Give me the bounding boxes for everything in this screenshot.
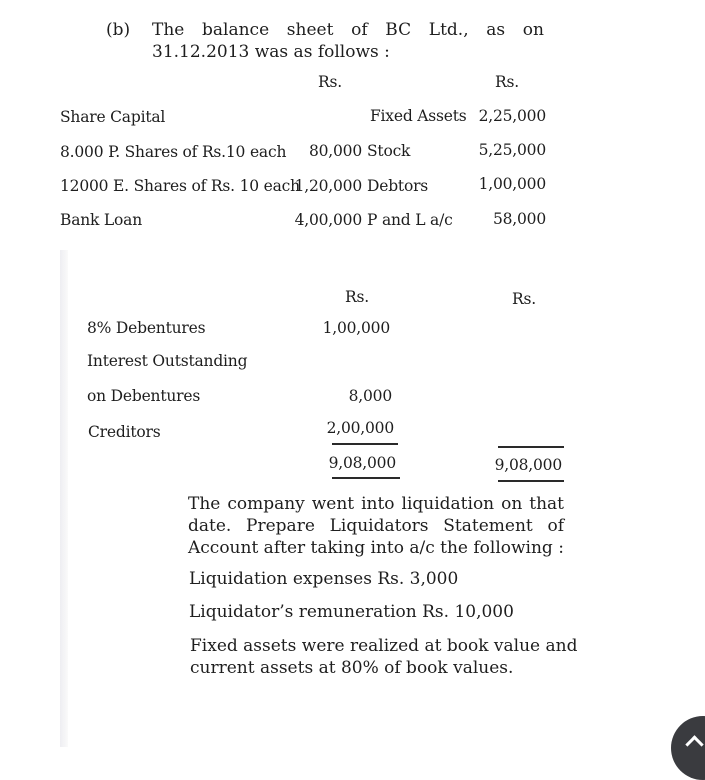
instruction-item-liquidator-remuneration: Liquidator’s remuneration Rs. 10,000 [189, 602, 514, 622]
subtotal-rule-right [498, 446, 564, 448]
asset-fixed-assets: Fixed Assets [370, 107, 467, 125]
liability-debentures-amount: 1,00,000 [322, 319, 390, 337]
total-rule-left [332, 477, 400, 479]
currency-header-left-2: Rs. [345, 288, 369, 306]
asset-pl-account: P and L a/c [367, 211, 453, 229]
liability-e-shares-amount: 1,20,000 [294, 177, 362, 195]
liability-on-debentures: on Debentures [87, 387, 201, 405]
chevron-up-icon [685, 735, 703, 753]
currency-header-right: Rs. [495, 73, 519, 91]
liability-creditors: Creditors [88, 423, 161, 441]
asset-fixed-assets-amount: 2,25,000 [478, 107, 546, 125]
instruction-line1: The company went into liquidation on that [188, 494, 564, 514]
subtotal-rule-left [332, 443, 398, 445]
instruction-item-realization-line2: current assets at 80% of book values. [190, 658, 514, 678]
total-liabilities: 9,08,000 [328, 454, 396, 472]
question-label: (b) [106, 20, 131, 40]
asset-debtors: Debtors [367, 177, 429, 195]
instruction-line2: date. Prepare Liquidators Statement of [188, 516, 564, 536]
total-assets: 9,08,000 [494, 456, 562, 474]
liability-share-capital: Share Capital [60, 108, 166, 126]
asset-pl-account-amount: 58,000 [492, 210, 546, 228]
instruction-item-realization-line1: Fixed assets were realized at book value and [190, 636, 578, 656]
liability-interest-outstanding: Interest Outstanding [87, 352, 248, 370]
liability-bank-loan-amount: 4,00,000 [294, 211, 362, 229]
liability-creditors-amount: 2,00,000 [326, 419, 394, 437]
instruction-line3: Account after taking into a/c the following : [188, 538, 564, 558]
liability-e-shares: 12000 E. Shares of Rs. 10 each [60, 177, 300, 195]
liability-bank-loan: Bank Loan [60, 211, 142, 229]
total-rule-right [498, 480, 564, 482]
liability-debentures: 8% Debentures [87, 319, 206, 337]
currency-header-right-2: Rs. [512, 290, 536, 308]
instruction-item-liquidation-expenses: Liquidation expenses Rs. 3,000 [189, 569, 459, 589]
question-intro-line1: The balance sheet of BC Ltd., as on [152, 20, 544, 40]
liability-p-shares-amount: 80,000 [308, 142, 362, 160]
asset-stock: Stock [367, 142, 411, 160]
currency-header-left: Rs. [318, 73, 342, 91]
asset-debtors-amount: 1,00,000 [478, 175, 546, 193]
liability-interest-amount: 8,000 [348, 387, 392, 405]
asset-stock-amount: 5,25,000 [478, 141, 546, 159]
liability-p-shares: 8.000 P. Shares of Rs.10 each [60, 143, 287, 161]
page-edge-shadow [60, 250, 68, 747]
question-intro-line2: 31.12.2013 was as follows : [152, 42, 390, 62]
